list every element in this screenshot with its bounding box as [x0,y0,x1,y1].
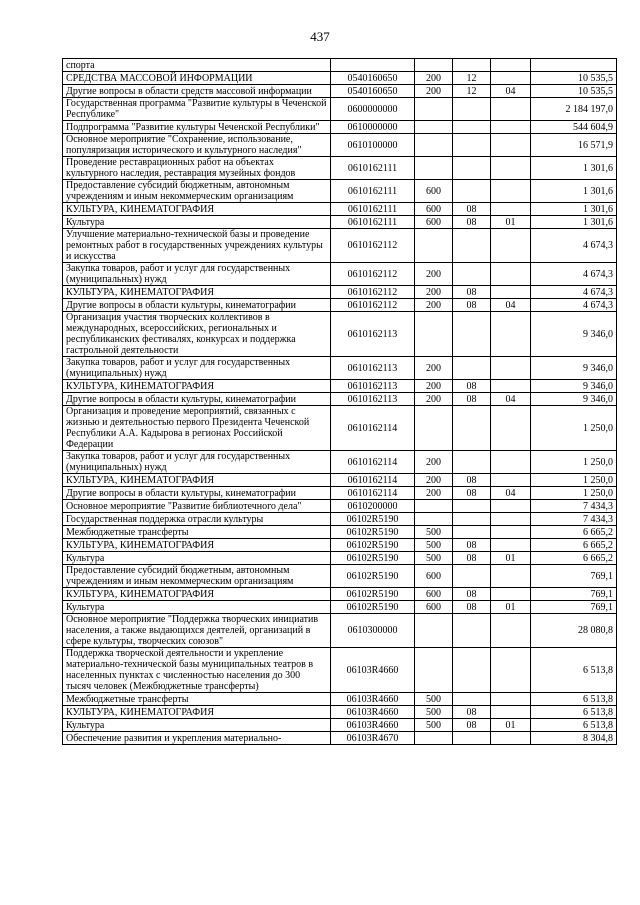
target-article-cell: 0540160650 [331,85,415,98]
amount-cell: 7 434,3 [531,513,617,526]
table-row [63,286,617,299]
table-row [63,487,617,500]
amount-cell: 1 301,6 [531,216,617,229]
section-cell [453,513,491,526]
table-row [63,134,617,157]
amount-cell: 1 250,0 [531,451,617,474]
amount-cell: 544 604,9 [531,121,617,134]
expense-name-cell: Обеспечение развития и укрепления материально- [63,732,331,745]
expense-type-cell [415,312,453,357]
amount-cell: 4 674,3 [531,299,617,312]
amount-cell: 769,1 [531,588,617,601]
subsection-cell [491,648,531,693]
subsection-cell: 01 [491,719,531,732]
subsection-cell [491,588,531,601]
expense-type-cell [415,98,453,121]
section-cell [453,263,491,286]
amount-cell: 9 346,0 [531,312,617,357]
expense-name-cell: Другие вопросы в области культуры, кинематографии [63,487,331,500]
expense-name-cell: Закупка товаров, работ и услуг для государственных (муниципальных) нужд [63,451,331,474]
amount-cell: 28 080,8 [531,614,617,648]
expense-name-cell: Поддержка творческой деятельности и укрепление материально-технической базы муниципальных театров в населенных пунктах с численностью населения до 300 тысяч человек (Межбюджетные трансферты) [63,648,331,693]
section-cell [453,98,491,121]
expense-type-cell [415,513,453,526]
target-article-cell: 0610162111 [331,216,415,229]
expense-name-cell: Другие вопросы в области культуры, кинематографии [63,393,331,406]
expense-name-cell: Основное мероприятие "Поддержка творческих инициатив населения, а также выдающихся деятелей, организаций в сфере культуры, творческих союзов" [63,614,331,648]
expense-name-cell: Предоставление субсидий бюджетным, автономным учреждениям и иным некоммерческим организациям [63,180,331,203]
expense-name-cell: Межбюджетные трансферты [63,526,331,539]
expense-name-cell: Культура [63,552,331,565]
section-cell: 08 [453,380,491,393]
expense-name-cell: спорта [63,59,331,72]
expense-name-cell: КУЛЬТУРА, КИНЕМАТОГРАФИЯ [63,286,331,299]
section-cell: 12 [453,85,491,98]
amount-cell: 4 674,3 [531,263,617,286]
amount-cell: 8 304,8 [531,732,617,745]
table-row [63,719,617,732]
section-cell: 08 [453,588,491,601]
table-row [63,614,617,648]
subsection-cell [491,180,531,203]
section-cell: 08 [453,393,491,406]
expense-name-cell: Другие вопросы в области средств массовой информации [63,85,331,98]
expense-name-cell: СРЕДСТВА МАССОВОЙ ИНФОРМАЦИИ [63,72,331,85]
target-article-cell: 0610162114 [331,474,415,487]
expense-name-cell: Другие вопросы в области культуры, кинематографии [63,299,331,312]
subsection-cell [491,500,531,513]
section-cell [453,451,491,474]
table-row [63,565,617,588]
amount-cell: 6 513,8 [531,706,617,719]
subsection-cell [491,526,531,539]
amount-cell: 1 301,6 [531,180,617,203]
section-cell: 08 [453,601,491,614]
target-article-cell: 06103R4670 [331,732,415,745]
target-article-cell: 0610162113 [331,393,415,406]
expense-type-cell: 200 [415,393,453,406]
expense-type-cell: 600 [415,565,453,588]
target-article-cell: 0610000000 [331,121,415,134]
target-article-cell: 0600000000 [331,98,415,121]
amount-cell: 769,1 [531,601,617,614]
amount-cell: 1 250,0 [531,474,617,487]
section-cell [453,312,491,357]
expense-type-cell: 200 [415,380,453,393]
section-cell [453,614,491,648]
section-cell: 08 [453,286,491,299]
subsection-cell [491,286,531,299]
target-article-cell: 06102R5190 [331,539,415,552]
expense-name-cell: Проведение реставрационных работ на объектах культурного наследия, реставрация музейных фондов [63,157,331,180]
amount-cell: 6 665,2 [531,526,617,539]
subsection-cell [491,474,531,487]
amount-cell: 6 513,8 [531,693,617,706]
section-cell: 08 [453,539,491,552]
subsection-cell [491,203,531,216]
table-row [63,229,617,263]
expense-type-cell [415,59,453,72]
section-cell: 08 [453,474,491,487]
expense-type-cell: 600 [415,216,453,229]
amount-cell [531,59,617,72]
expense-name-cell: Государственная поддержка отрасли культуры [63,513,331,526]
expense-name-cell: Культура [63,216,331,229]
target-article-cell [331,59,415,72]
subsection-cell [491,451,531,474]
expense-name-cell: КУЛЬТУРА, КИНЕМАТОГРАФИЯ [63,474,331,487]
section-cell [453,59,491,72]
amount-cell: 10 535,5 [531,85,617,98]
subsection-cell [491,263,531,286]
table-row [63,552,617,565]
expense-name-cell: Закупка товаров, работ и услуг для государственных (муниципальных) нужд [63,263,331,286]
expense-name-cell: Культура [63,601,331,614]
table-row [63,732,617,745]
expense-type-cell: 200 [415,286,453,299]
expense-type-cell [415,500,453,513]
subsection-cell [491,539,531,552]
section-cell [453,180,491,203]
subsection-cell [491,98,531,121]
target-article-cell: 0610162112 [331,286,415,299]
expense-type-cell [415,229,453,263]
subsection-cell: 04 [491,487,531,500]
target-article-cell: 0610300000 [331,614,415,648]
target-article-cell: 06102R5190 [331,565,415,588]
amount-cell: 1 250,0 [531,487,617,500]
expense-name-cell: Основное мероприятие "Развитие библиотечного дела" [63,500,331,513]
target-article-cell: 06103R4660 [331,693,415,706]
expense-type-cell: 200 [415,263,453,286]
section-cell [453,134,491,157]
expense-name-cell: КУЛЬТУРА, КИНЕМАТОГРАФИЯ [63,706,331,719]
section-cell: 08 [453,216,491,229]
table-row [63,526,617,539]
table-row [63,500,617,513]
target-article-cell: 06103R4660 [331,719,415,732]
target-article-cell: 06102R5190 [331,513,415,526]
expense-type-cell [415,157,453,180]
expense-type-cell [415,121,453,134]
target-article-cell: 0540160650 [331,72,415,85]
section-cell [453,565,491,588]
amount-cell: 7 434,3 [531,500,617,513]
amount-cell: 2 184 197,0 [531,98,617,121]
expense-name-cell: КУЛЬТУРА, КИНЕМАТОГРАФИЯ [63,588,331,601]
target-article-cell: 0610162112 [331,263,415,286]
table-row [63,157,617,180]
section-cell [453,357,491,380]
subsection-cell [491,157,531,180]
table-row [63,180,617,203]
target-article-cell: 0610162111 [331,203,415,216]
target-article-cell: 0610162112 [331,299,415,312]
section-cell [453,121,491,134]
subsection-cell [491,565,531,588]
amount-cell: 6 665,2 [531,552,617,565]
target-article-cell: 06102R5190 [331,552,415,565]
expense-name-cell: КУЛЬТУРА, КИНЕМАТОГРАФИЯ [63,203,331,216]
amount-cell: 769,1 [531,565,617,588]
budget-table-body [63,59,617,745]
expense-name-cell: Организация и проведение мероприятий, связанных с жизнью и деятельностью первого Президента Чеченской Республики А.А. Кадырова в регионах Российской Федерации [63,406,331,451]
target-article-cell: 06102R5190 [331,526,415,539]
subsection-cell [491,357,531,380]
table-row [63,601,617,614]
subsection-cell [491,732,531,745]
expense-type-cell: 600 [415,588,453,601]
section-cell [453,500,491,513]
amount-cell: 9 346,0 [531,357,617,380]
target-article-cell: 06103R4660 [331,706,415,719]
section-cell: 08 [453,487,491,500]
expense-type-cell: 600 [415,180,453,203]
subsection-cell [491,380,531,393]
table-row [63,72,617,85]
expense-type-cell: 200 [415,72,453,85]
subsection-cell [491,134,531,157]
amount-cell: 9 346,0 [531,380,617,393]
table-row [63,121,617,134]
target-article-cell: 06102R5190 [331,601,415,614]
expense-type-cell [415,732,453,745]
expense-type-cell: 200 [415,85,453,98]
amount-cell: 4 674,3 [531,229,617,263]
budget-table [62,58,617,745]
expense-type-cell: 200 [415,299,453,312]
amount-cell: 16 571,9 [531,134,617,157]
subsection-cell [491,229,531,263]
expense-name-cell: КУЛЬТУРА, КИНЕМАТОГРАФИЯ [63,539,331,552]
expense-type-cell: 200 [415,357,453,380]
table-row [63,357,617,380]
amount-cell: 9 346,0 [531,393,617,406]
expense-type-cell: 500 [415,539,453,552]
expense-type-cell [415,134,453,157]
subsection-cell: 01 [491,601,531,614]
table-row [63,706,617,719]
target-article-cell: 06103R4660 [331,648,415,693]
subsection-cell: 04 [491,393,531,406]
table-row [63,648,617,693]
amount-cell: 10 535,5 [531,72,617,85]
section-cell: 08 [453,552,491,565]
expense-type-cell [415,406,453,451]
table-row [63,263,617,286]
expense-name-cell: КУЛЬТУРА, КИНЕМАТОГРАФИЯ [63,380,331,393]
table-row [63,98,617,121]
expense-type-cell: 500 [415,526,453,539]
expense-type-cell: 200 [415,487,453,500]
subsection-cell [491,513,531,526]
expense-type-cell: 200 [415,451,453,474]
expense-name-cell: Закупка товаров, работ и услуг для государственных (муниципальных) нужд [63,357,331,380]
section-cell [453,693,491,706]
subsection-cell [491,121,531,134]
subsection-cell [491,59,531,72]
subsection-cell [491,706,531,719]
section-cell [453,229,491,263]
section-cell: 12 [453,72,491,85]
expense-type-cell: 500 [415,706,453,719]
target-article-cell: 0610162111 [331,157,415,180]
target-article-cell: 0610162112 [331,229,415,263]
section-cell [453,648,491,693]
target-article-cell: 0610200000 [331,500,415,513]
subsection-cell: 01 [491,552,531,565]
subsection-cell [491,693,531,706]
section-cell [453,157,491,180]
table-row [63,693,617,706]
target-article-cell: 0610162111 [331,180,415,203]
target-article-cell: 0610162114 [331,487,415,500]
target-article-cell: 0610162114 [331,451,415,474]
expense-type-cell: 600 [415,203,453,216]
subsection-cell: 01 [491,216,531,229]
table-row [63,59,617,72]
expense-name-cell: Организация участия творческих коллективов в международных, всероссийских, региональных и республиканских фестивалях, конкурсах и поддержка гастрольной деятельности [63,312,331,357]
expense-name-cell: Культура [63,719,331,732]
table-row [63,539,617,552]
table-row [63,513,617,526]
amount-cell: 6 513,8 [531,648,617,693]
expense-type-cell: 500 [415,693,453,706]
expense-name-cell: Подпрограмма "Развитие культуры Чеченской Республики" [63,121,331,134]
table-row [63,312,617,357]
section-cell: 08 [453,706,491,719]
section-cell: 08 [453,719,491,732]
section-cell: 08 [453,299,491,312]
target-article-cell: 0610162113 [331,312,415,357]
expense-name-cell: Предоставление субсидий бюджетным, автономным учреждениям и иным некоммерческим организациям [63,565,331,588]
table-row [63,216,617,229]
subsection-cell [491,614,531,648]
expense-type-cell: 600 [415,601,453,614]
amount-cell: 4 674,3 [531,286,617,299]
target-article-cell: 0610162113 [331,357,415,380]
expense-name-cell: Улучшение материально-технической базы и проведение ремонтных работ в государственных учреждениях культуры и искусства [63,229,331,263]
subsection-cell [491,72,531,85]
table-row [63,588,617,601]
section-cell: 08 [453,203,491,216]
expense-name-cell: Государственная программа "Развитие культуры в Чеченской Республике" [63,98,331,121]
subsection-cell: 04 [491,299,531,312]
amount-cell: 6 665,2 [531,539,617,552]
table-row [63,406,617,451]
table-row [63,85,617,98]
amount-cell: 6 513,8 [531,719,617,732]
expense-type-cell: 200 [415,474,453,487]
target-article-cell: 06102R5190 [331,588,415,601]
amount-cell: 1 301,6 [531,157,617,180]
amount-cell: 1 250,0 [531,406,617,451]
expense-type-cell: 500 [415,552,453,565]
subsection-cell [491,312,531,357]
table-row [63,299,617,312]
subsection-cell: 04 [491,85,531,98]
amount-cell: 1 301,6 [531,203,617,216]
expense-type-cell: 500 [415,719,453,732]
target-article-cell: 0610100000 [331,134,415,157]
expense-type-cell [415,648,453,693]
section-cell [453,732,491,745]
expense-name-cell: Основное мероприятие "Сохранение, использование, популяризация исторического и культурного наследия" [63,134,331,157]
table-row [63,380,617,393]
expense-type-cell [415,614,453,648]
expense-name-cell: Межбюджетные трансферты [63,693,331,706]
table-row [63,474,617,487]
subsection-cell [491,406,531,451]
section-cell [453,526,491,539]
table-row [63,393,617,406]
target-article-cell: 0610162114 [331,406,415,451]
section-cell [453,406,491,451]
page-number: 437 [310,29,330,44]
target-article-cell: 0610162113 [331,380,415,393]
table-row [63,451,617,474]
table-row [63,203,617,216]
